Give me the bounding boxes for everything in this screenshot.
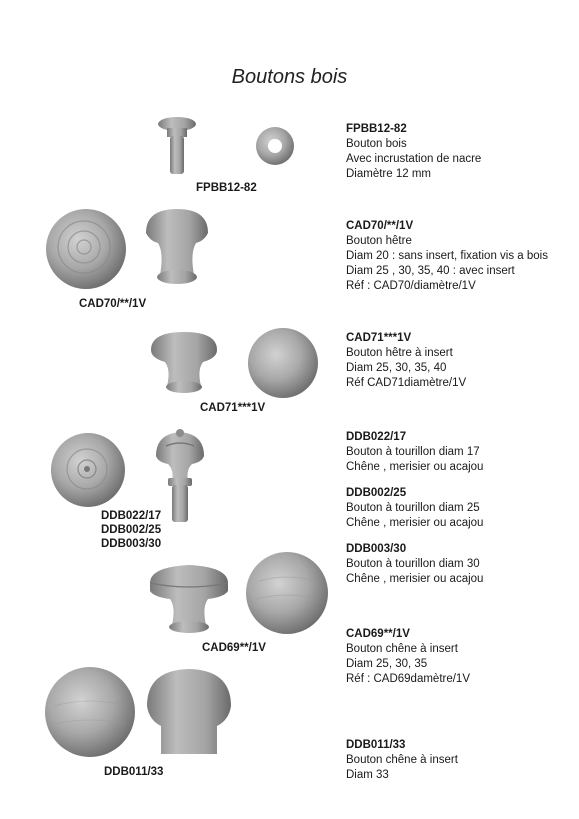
product-line: Bouton à tourillon diam 17 [346, 446, 480, 458]
product-line: Bouton chêne à insert [346, 643, 458, 655]
ddb011-top-image [44, 666, 136, 758]
ddb-caption-a: DDB022/17 [101, 510, 162, 522]
ddb-caption-b: DDB002/25 [101, 524, 162, 536]
fpbb-side-image [156, 116, 198, 176]
ddb011-side-image [143, 666, 235, 760]
cad69-top-image [245, 551, 329, 635]
product-fpbb [346, 122, 481, 182]
product-ddb002 [346, 486, 483, 531]
cad71-caption: CAD71***1V [200, 402, 266, 414]
product-line: Diam 25, 30, 35, 40 [346, 362, 447, 374]
product-cad70 [346, 219, 548, 294]
product-line: Réf : CAD69damètre/1V [346, 673, 471, 685]
cad71-top-image [247, 327, 319, 399]
cad69-caption: CAD69**/1V [202, 642, 266, 654]
cad69-side-image [144, 561, 234, 635]
page-title: Boutons bois [231, 66, 348, 88]
product-code: CAD70/**/1V [346, 220, 414, 232]
product-line: Chêne , merisier ou acajou [346, 573, 484, 585]
product-ddb011 [346, 738, 458, 783]
product-line: Bouton à tourillon diam 25 [346, 502, 480, 514]
product-line: Bouton bois [346, 138, 407, 150]
product-line: Diam 25, 30, 35 [346, 658, 428, 670]
product-cad69 [346, 627, 470, 687]
cad70-caption: CAD70/**/1V [79, 298, 147, 310]
product-code: DDB022/17 [346, 431, 407, 443]
product-code: DDB002/25 [346, 487, 407, 499]
product-code: CAD71***1V [346, 332, 412, 344]
product-code: DDB011/33 [346, 739, 406, 751]
product-code: DDB003/30 [346, 543, 407, 555]
product-line: Réf CAD71diamètre/1V [346, 377, 467, 389]
product-line: Bouton chêne à insert [346, 754, 458, 766]
product-ddb003 [346, 542, 483, 587]
ddb-top-image [50, 432, 126, 508]
product-line: Chêne , merisier ou acajou [346, 461, 484, 473]
product-line: Diam 33 [346, 769, 389, 781]
ddb011-caption: DDB011/33 [104, 766, 164, 778]
product-line: Diamètre 12 mm [346, 168, 431, 180]
product-code: FPBB12-82 [346, 123, 407, 135]
cad71-side-image [147, 330, 221, 394]
product-code: CAD69**/1V [346, 628, 410, 640]
cad70-side-image [138, 205, 216, 287]
product-line: Diam 25 , 30, 35, 40 : avec insert [346, 265, 515, 277]
product-line: Bouton hêtre à insert [346, 347, 453, 359]
product-ddb022 [346, 430, 483, 475]
cad70-top-image [44, 207, 128, 291]
product-line: Bouton à tourillon diam 30 [346, 558, 480, 570]
product-cad71 [346, 331, 466, 391]
product-line: Réf : CAD70/diamètre/1V [346, 280, 476, 292]
ddb-caption-c: DDB003/30 [101, 538, 162, 550]
product-line: Chêne , merisier ou acajou [346, 517, 484, 529]
fpbb-top-image [255, 126, 295, 166]
product-line: Diam 20 : sans insert, fixation vis a bois [346, 250, 548, 262]
product-line: Avec incrustation de nacre [346, 153, 482, 165]
fpbb-caption: FPBB12-82 [196, 182, 257, 194]
product-line: Bouton hêtre [346, 235, 412, 247]
